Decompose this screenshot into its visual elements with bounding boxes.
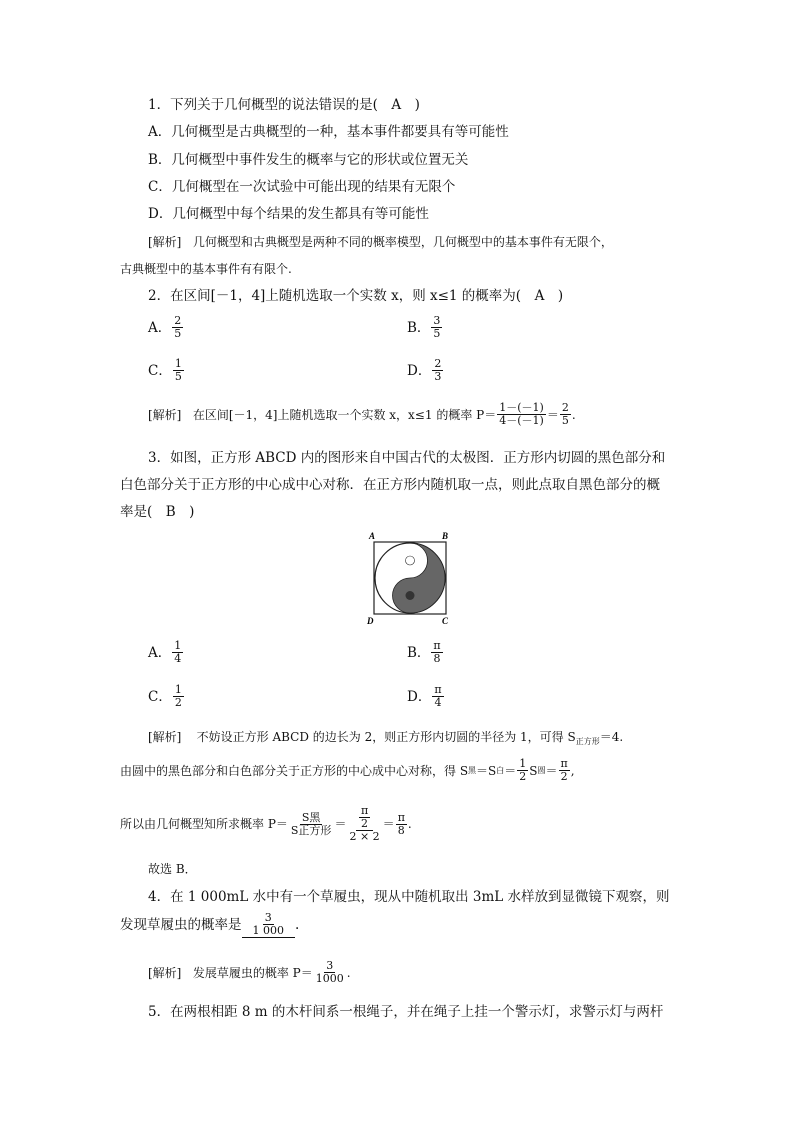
subscript-black: 黑 <box>468 765 477 775</box>
analysis-text: 发展草履虫的概率 P＝ <box>192 965 313 980</box>
vertex-d-label: D <box>367 616 374 626</box>
q2-stem: 2．在区间[－1，4]上随机选取一个实数 x，则 x≤1 的概率为( A ) <box>148 288 564 304</box>
fraction <box>173 358 184 383</box>
fraction-inner <box>359 805 370 830</box>
numerator: 1－(－1) <box>499 401 544 414</box>
numerator: π <box>560 757 568 770</box>
numerator: 1 <box>174 683 182 696</box>
option-letter: D． <box>407 688 432 705</box>
answer-blank <box>242 912 296 938</box>
numerator: S黑 <box>301 810 321 824</box>
numerator: 2 <box>174 314 182 327</box>
denominator: 5 <box>174 327 182 340</box>
denominator: 1 000 <box>252 924 284 937</box>
equals: ＝ <box>546 407 559 422</box>
option-letter: C． <box>148 688 172 705</box>
denominator: 1000 <box>315 972 344 985</box>
period: . <box>295 917 300 933</box>
q4-text: 发现草履虫的概率是 <box>120 917 242 933</box>
q1-option-c: C．几何概型在一次试验中可能出现的结果有无限个 <box>148 179 456 195</box>
q3-analysis-line1 <box>148 727 623 752</box>
numerator: 1 <box>174 639 182 652</box>
vertex-b-label: B <box>442 531 449 541</box>
fraction-half <box>517 758 528 783</box>
q2-option-b <box>407 315 443 340</box>
answer-fraction <box>251 912 287 937</box>
compound-numerator <box>356 805 373 831</box>
numerator: 3 <box>264 911 272 924</box>
denominator: 2 <box>560 770 568 783</box>
subscript-circle: 圆 <box>537 765 546 775</box>
period: . <box>407 817 412 831</box>
vertex-c-label: C <box>442 616 449 626</box>
denominator: 2 <box>174 696 182 709</box>
fraction <box>432 358 443 383</box>
q4-stem-line1: 4．在 1 000mL 水中有一个草履虫，现从中随机取出 3mL 水样放到显微镜下观察，则 <box>148 889 670 905</box>
analysis-label: [解析] <box>148 730 182 744</box>
fraction <box>431 640 442 665</box>
numerator: 2 <box>561 401 569 414</box>
black-dot <box>406 591 415 600</box>
analysis-label: [解析] <box>148 407 182 422</box>
analysis-text-end: ＝4. <box>599 730 624 744</box>
numerator: 2 <box>434 357 442 370</box>
denominator: 2 <box>519 770 527 783</box>
numerator: π <box>360 804 369 817</box>
numerator: π <box>433 639 441 652</box>
comma: , <box>570 763 575 778</box>
denominator: 5 <box>433 327 441 340</box>
option-letter: D． <box>407 362 432 379</box>
option-letter: A． <box>148 644 172 661</box>
q3-option-c <box>148 684 185 709</box>
q4-analysis <box>148 960 351 985</box>
option-letter: C． <box>148 362 172 379</box>
q3-stem-line1: 3．如图，正方形 ABCD 内的图形来自中国古代的太极图．正方形内切圆的黑色部分和 <box>148 450 666 466</box>
q1-option-a: A．几何概型是古典概型的一种，基本事件都要具有等可能性 <box>148 124 509 140</box>
fraction <box>560 402 571 427</box>
equals: ＝ <box>545 763 558 778</box>
q3-analysis-line3 <box>120 805 412 843</box>
numerator: 3 <box>326 959 334 972</box>
numerator: π <box>397 810 405 824</box>
denominator: S正方形 <box>290 823 332 837</box>
fraction <box>172 315 183 340</box>
denominator: 3 <box>434 370 442 383</box>
q3-option-d <box>407 684 445 709</box>
q3-option-b <box>407 640 444 665</box>
option-letter: B． <box>407 319 431 336</box>
q5-stem-line1: 5．在两根相距 8 m 的木杆间系一根绳子，并在绳子上挂一个警示灯，求警示灯与两杆 <box>148 1004 664 1020</box>
fraction <box>173 684 184 709</box>
fraction <box>497 402 546 427</box>
analysis-text: 所以由几何概型知所求概率 P＝ <box>120 817 288 831</box>
analysis-text: 由圆中的黑色部分和白色部分关于正方形的中心成中心对称，得 S <box>120 763 469 778</box>
equals-s: ＝S <box>476 763 497 778</box>
q1-analysis <box>148 232 613 252</box>
q2-option-a <box>148 315 184 340</box>
option-letter: B． <box>407 644 431 661</box>
fraction <box>314 960 346 985</box>
white-dot <box>406 556 415 565</box>
analysis-label: [解析] <box>148 965 182 980</box>
fraction-pi-half <box>559 758 570 783</box>
q3-conclusion: 故选 B． <box>148 862 197 876</box>
q3-analysis-line2 <box>120 758 575 783</box>
analysis-label: [解析] <box>148 235 182 249</box>
q2-option-d <box>407 358 444 383</box>
s-circle: S <box>529 763 538 778</box>
numerator: 1 <box>174 357 182 370</box>
period: . <box>346 965 351 980</box>
analysis-text: 在区间[－1，4]上随机选取一个实数 x，x≤1 的概率 P＝ <box>192 407 497 422</box>
denominator: 8 <box>397 823 405 837</box>
vertex-a-label: A <box>369 531 376 541</box>
q2-analysis <box>148 402 576 427</box>
fraction-result <box>396 812 407 837</box>
q3-option-a <box>148 640 184 665</box>
taiji-diagram <box>366 530 452 628</box>
fraction <box>432 684 443 709</box>
q2-option-c <box>148 358 185 383</box>
numerator: 3 <box>433 314 441 327</box>
fraction-compound <box>347 805 381 843</box>
equals: ＝ <box>504 763 517 778</box>
q4-stem-line2 <box>120 912 299 938</box>
numerator: 1 <box>519 757 527 770</box>
q3-stem-line3: 率是( B ) <box>120 504 195 520</box>
analysis-text: 不妨设正方形 ABCD 的边长为 2，则正方形内切圆的半径为 1，可得 S <box>196 730 576 744</box>
period: . <box>571 407 576 422</box>
denominator: 2 × 2 <box>349 830 380 843</box>
q1-option-d: D．几何概型中每个结果的发生都具有等可能性 <box>148 206 429 222</box>
q1-analysis-cont: 古典概型中的基本事件有有限个. <box>120 262 292 276</box>
q1-option-b: B．几何概型中事件发生的概率与它的形状或位置无关 <box>148 152 469 168</box>
denominator: 4 <box>174 652 182 665</box>
denominator: 8 <box>433 652 441 665</box>
denominator: 4 <box>434 696 442 709</box>
analysis-text: 几何概型和古典概型是两种不同的概率模型，几何概型中的基本事件有无限个， <box>192 235 613 249</box>
fraction <box>172 640 183 665</box>
q3-stem-line2: 白色部分关于正方形的中心成中心对称．在正方形内随机取一点，则此点取自黑色部分的概 <box>120 477 660 493</box>
denominator: 5 <box>561 414 569 427</box>
subscript-white: 白 <box>496 765 505 775</box>
option-letter: A． <box>148 319 172 336</box>
fraction-p <box>289 812 334 837</box>
denominator: 2 <box>361 817 369 830</box>
q1-stem: 1．下列关于几何概型的说法错误的是( A ) <box>148 97 420 113</box>
subscript-square: 正方形 <box>575 737 600 746</box>
denominator: 4－(－1) <box>499 414 544 427</box>
equals: ＝ <box>382 817 395 831</box>
equals: ＝ <box>334 817 347 831</box>
fraction <box>431 315 442 340</box>
numerator: π <box>434 683 442 696</box>
denominator: 5 <box>174 370 182 383</box>
